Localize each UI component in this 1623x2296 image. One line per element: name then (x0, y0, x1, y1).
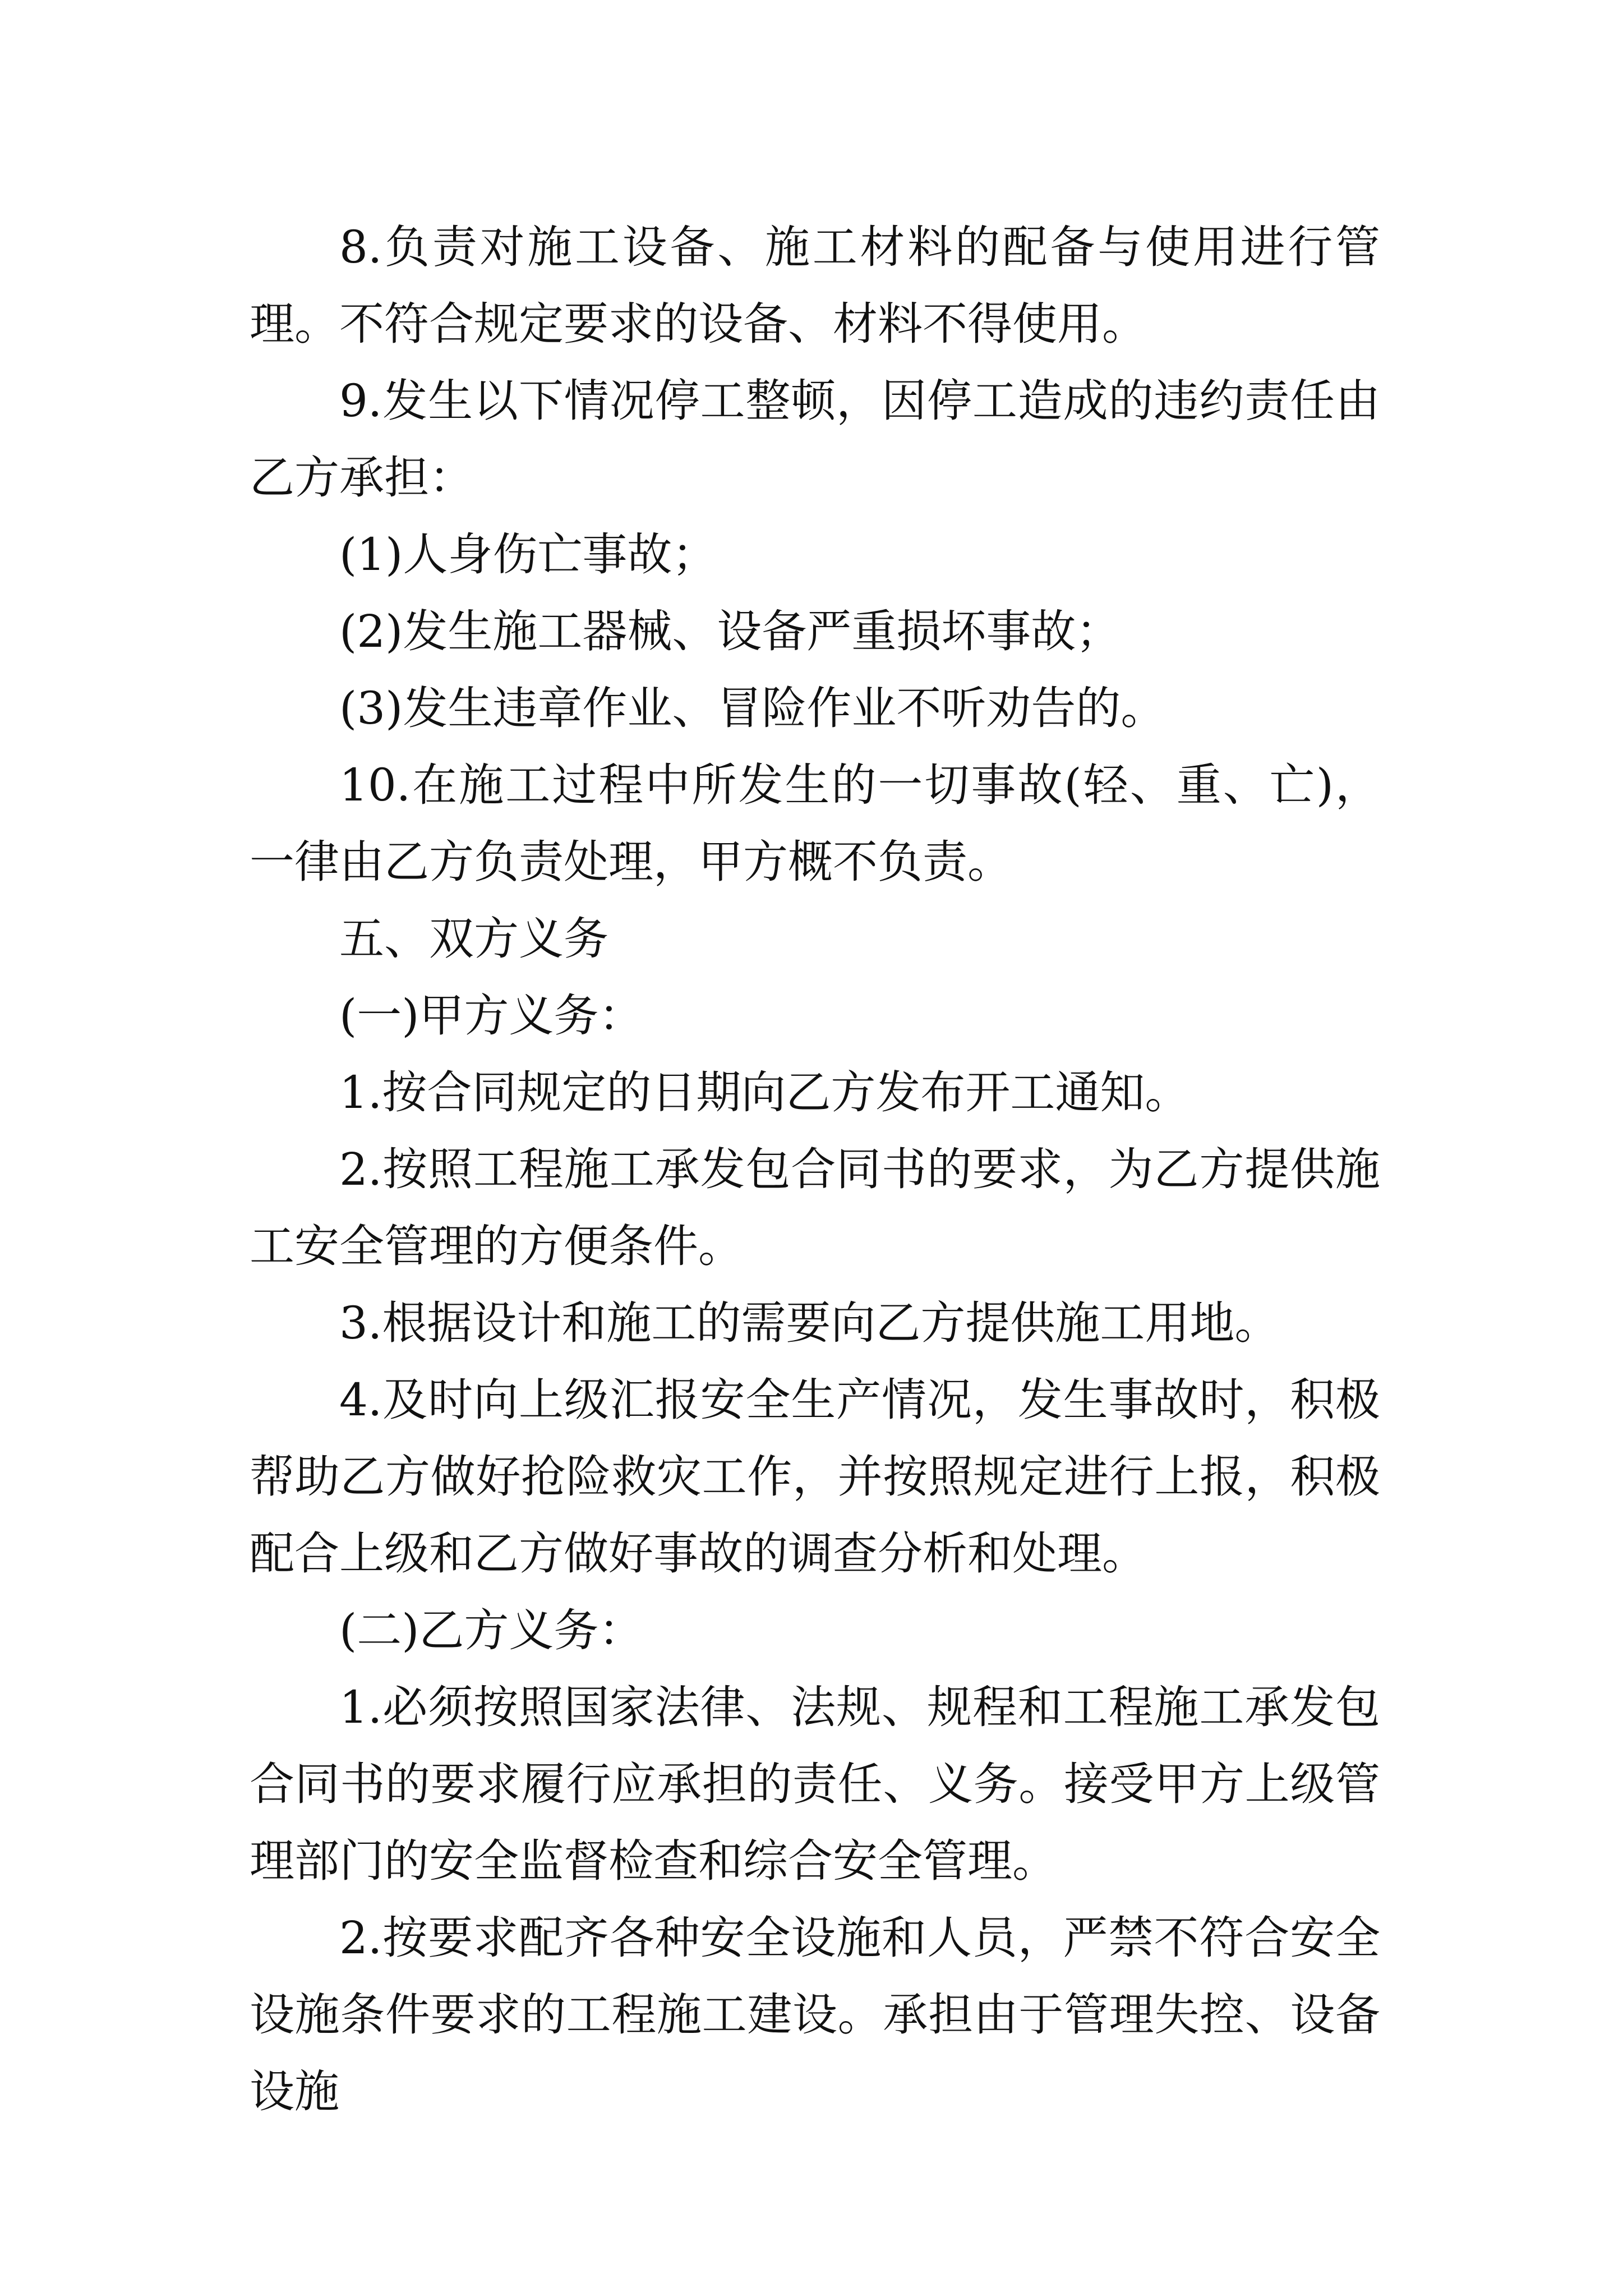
section-heading: 五、双方义务 (339, 913, 608, 965)
party-b-item-1: 1.必须按照国家法律、法规、规程和工程施工承发包合同书的要求履行应承担的责任、义务。接受甲方上级管理部门的安全监督检查和综合安全管理。 (250, 1681, 1380, 1887)
sub-item-3: (3)发生违章作业、冒险作业不听劝告的。 (339, 682, 1166, 734)
paragraph-item-9: 9.发生以下情况停工整顿，因停工造成的违约责任由乙方承担： (250, 375, 1380, 504)
sub-item-1: (1)人身伤亡事故； (339, 528, 717, 581)
party-a-item-2: 2.按照工程施工承发包合同书的要求，为乙方提供施工安全管理的方便条件。 (250, 1143, 1380, 1272)
party-a-item-3: 3.根据设计和施工的需要向乙方提供施工用地。 (339, 1297, 1280, 1349)
subsection-heading-party-b: (二)乙方义务： (339, 1604, 644, 1657)
paragraph-item-8: 8.负责对施工设备、施工材料的配备与使用进行管理。不符合规定要求的设备、材料不得使用。 (250, 221, 1380, 350)
paragraph-item-10: 10.在施工过程中所发生的一切事故(轻、重、亡)，一律由乙方负责处理，甲方概不负责。 (250, 759, 1380, 888)
party-b-item-2: 2.按要求配齐各种安全设施和人员，严禁不符合安全设施条件要求的工程施工建设。承担由于管理失控、设备设施 (250, 1912, 1380, 2118)
party-a-item-1: 1.按合同规定的日期向乙方发布开工通知。 (339, 1066, 1190, 1119)
subsection-heading-party-a: (一)甲方义务： (339, 990, 644, 1042)
party-a-item-4: 4.及时向上级汇报安全生产情况，发生事故时，积极帮助乙方做好抢险救灾工作，并按照规定进行上报，积极配合上级和乙方做好事故的调查分析和处理。 (250, 1374, 1380, 1580)
sub-item-2: (2)发生施工器械、设备严重损坏事故； (339, 605, 1121, 657)
document-body (250, 209, 1380, 2130)
